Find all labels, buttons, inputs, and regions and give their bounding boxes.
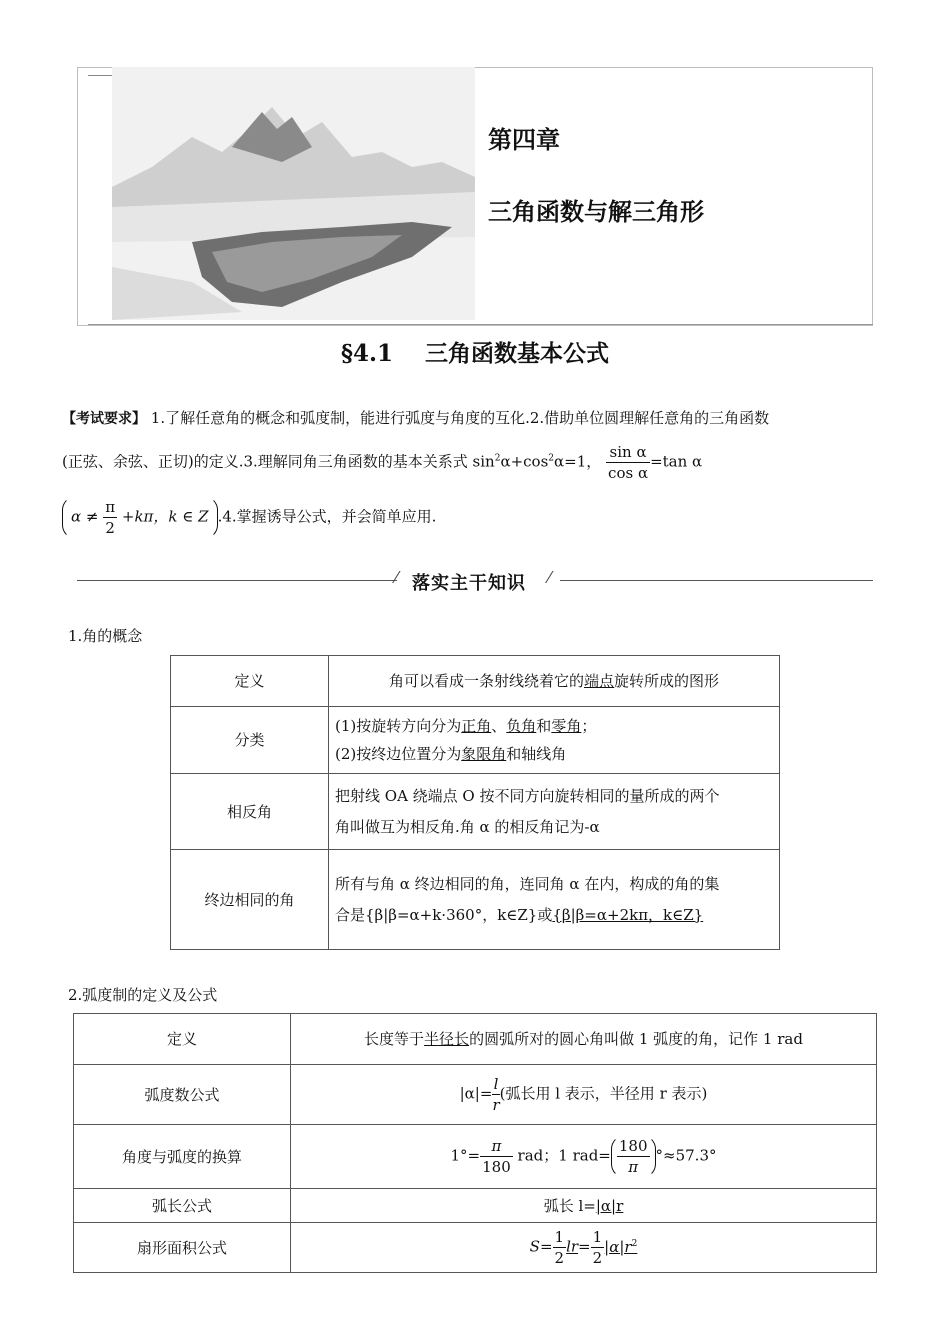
divider-label: 落实主干知识 [412, 573, 526, 594]
requirements-text-3: .4.掌握诱导公式，并会简单应用. [217, 507, 437, 526]
requirements-text-2c: α=1， [554, 452, 602, 471]
requirements-text-1: 1.了解任意角的概念和弧度制，能进行弧度与角度的互化.2.借助单位圆理解任意角的三角函数 [150, 409, 770, 427]
requirements-text-2b: α+cos [500, 452, 549, 471]
requirements-line-1 [62, 408, 892, 429]
divider-line-right [560, 580, 873, 581]
table-row: 终边相同的角 所有与角 α 终边相同的角，连同角 α 在内，构成的角的集 合是{β|β=α+k·360°，k∈Z}或{β|β=α+2kπ，k∈Z} [171, 850, 780, 950]
angle-concept-table [170, 655, 780, 950]
divider-mark-right: ⁄ [548, 568, 551, 587]
table-row: 定义 长度等于半径长的圆弧所对的圆心角叫做 1 弧度的角，记作 1 rad [74, 1014, 877, 1065]
banner-bottom-line [88, 324, 873, 325]
s2-heading: 2.弧度制的定义及公式 [68, 986, 218, 1004]
sin-over-cos-fraction: $\frac{\text{sin α}}{\text{cos α}}$ [608, 443, 649, 482]
angle-condition: α ≠ $\frac{\pi}{2}$ +kπ，k ∈ Z [62, 496, 218, 539]
requirements-text-2d: =tan α [650, 452, 703, 471]
chapter-title: 三角函数与解三角形 [488, 198, 704, 226]
divider-line-left [77, 580, 397, 581]
divider-mark-left: ⁄ [395, 568, 398, 587]
table-row: 扇形面积公式 S= $\frac{1}{2}$ lr= $\frac{1}{2}$ $|\alpha|r^2$ [74, 1223, 877, 1273]
requirements-text-2a: (正弦、余弦、正切)的定义.3.理解同角三角函数的基本关系式 sin [62, 452, 495, 471]
section-title: §4.1 三角函数基本公式 [340, 340, 610, 367]
table-row: 角度与弧度的换算 1°= $\frac{\pi}{180}$ rad；1 rad= $\frac{180}{\pi}$ °≈57.3° [74, 1125, 877, 1189]
chapter-number: 第四章 [488, 126, 560, 154]
table-row: 定义 角可以看成一条射线绕着它的端点旋转所成的图形 [171, 656, 780, 707]
radian-table [73, 1013, 877, 1273]
requirements-tag: 【考试要求】 [62, 411, 146, 427]
table-row: 弧长公式 弧长 l=|α|r [74, 1189, 877, 1223]
requirements-line-3 [62, 496, 892, 539]
table-row: 相反角 把射线 OA 绕端点 O 按不同方向旋转相同的量所成的两个 角叫做互为相反角.角 α 的相反角记为-α [171, 774, 780, 850]
requirements-line-2: (正弦、余弦、正切)的定义.3.理解同角三角函数的基本关系式 $\sin^2\alpha+\cos^2\alpha=1$， $\frac{\text{sin α}}{\text{cos α}}$ =tan α [62, 443, 703, 482]
s1-heading: 1.角的概念 [68, 627, 143, 645]
table-row: 分类 (1)按旋转方向分为正角、负角和零角； (2)按终边位置分为象限角和轴线角 [171, 707, 780, 774]
banner-landscape-image [112, 67, 475, 320]
table-row: 弧度数公式 |α|= $\frac{l}{r}$ (弧长用 l 表示，半径用 r 表示) [74, 1065, 877, 1125]
banner-notch-line [88, 75, 114, 76]
